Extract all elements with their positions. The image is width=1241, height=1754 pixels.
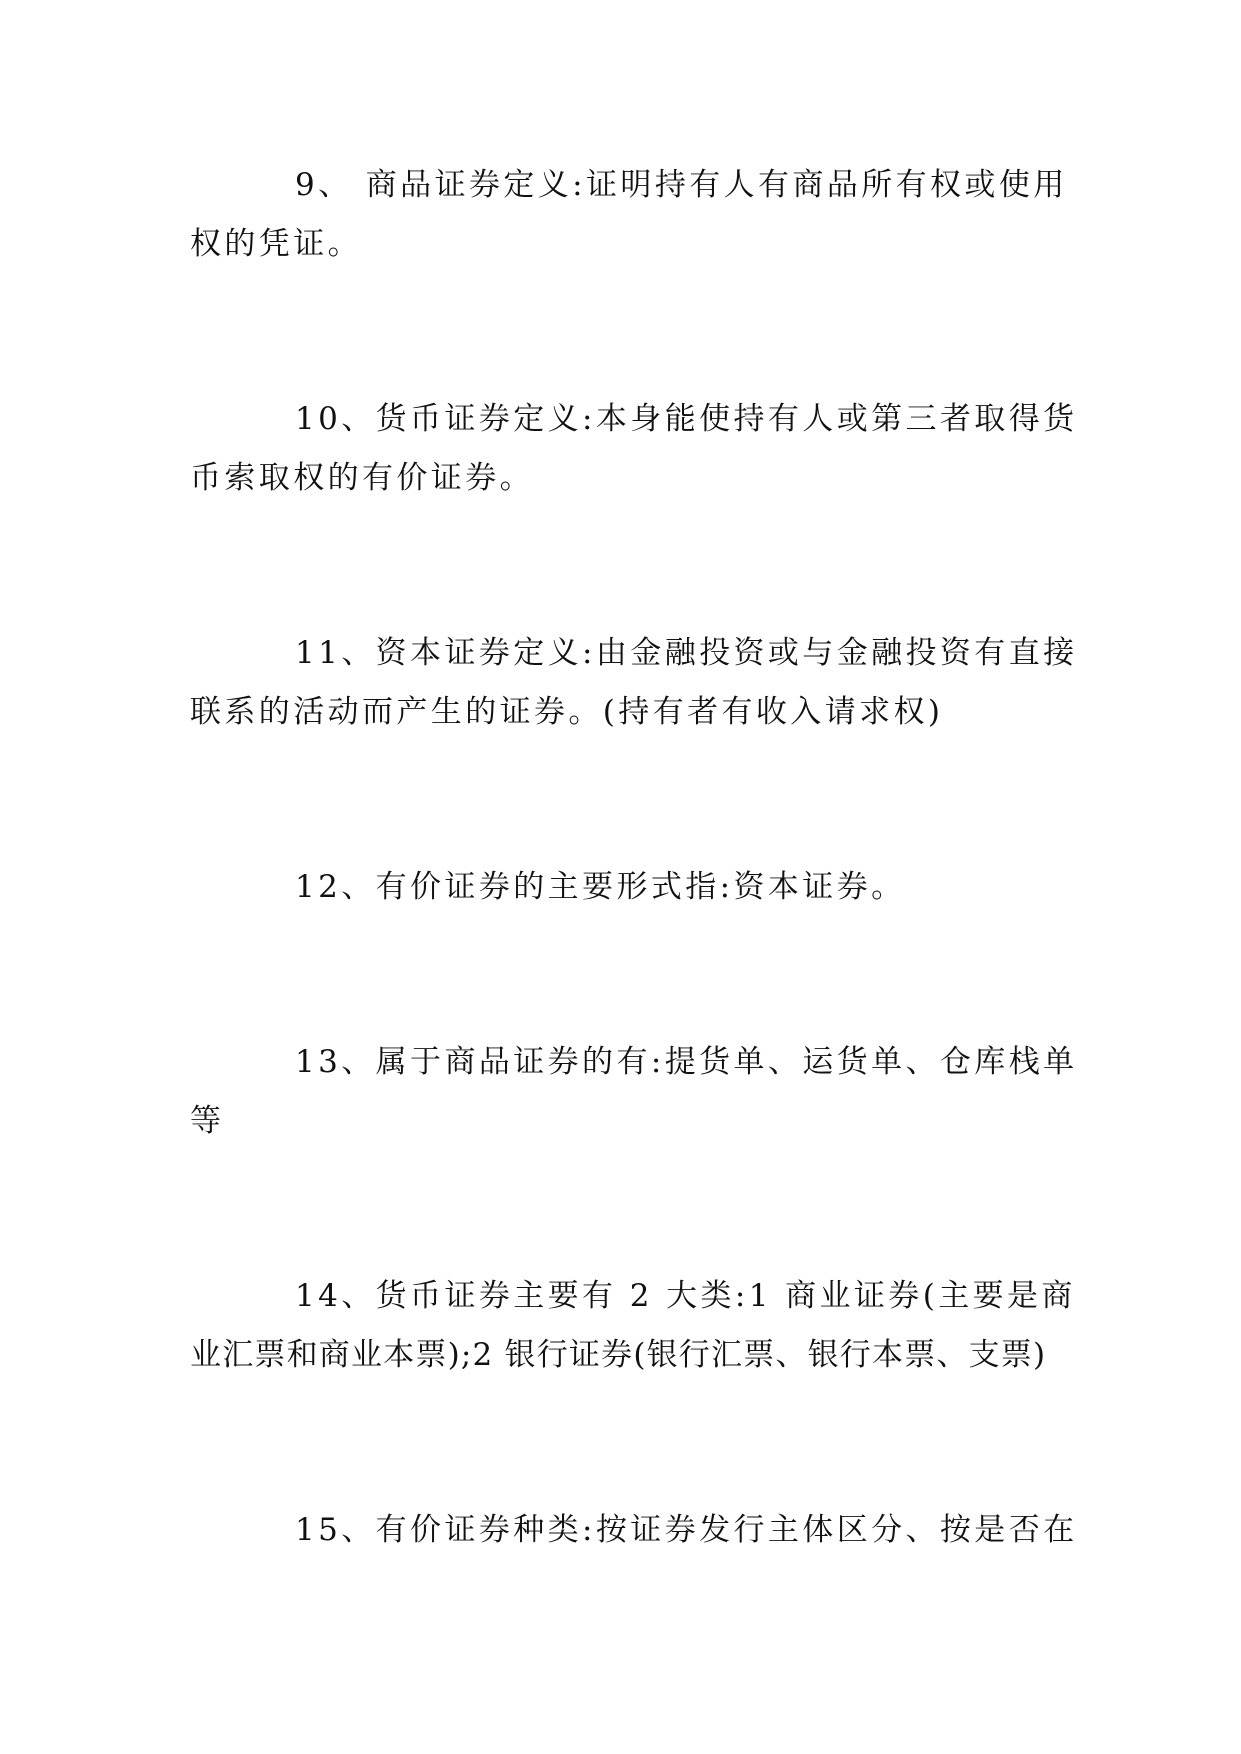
paragraph-11-line-2: 联系的活动而产生的证券。(持有者有收入请求权) — [190, 694, 944, 730]
paragraph-9-line-2: 权的凭证。 — [190, 226, 362, 262]
paragraph-14-line-2: 业汇票和商业本票);2 银行证券(银行汇票、银行本票、支票) — [190, 1337, 1047, 1373]
paragraph-13-line-2: 等 — [190, 1103, 225, 1139]
paragraph-15-line-1: 15、有价证券种类:按证券发行主体区分、按是否在 — [295, 1512, 1078, 1548]
paragraph-14-line-1: 14、货币证券主要有 2 大类:1 商业证券(主要是商 — [295, 1278, 1076, 1314]
paragraph-12-line-1: 12、有价证券的主要形式指:资本证券。 — [295, 869, 906, 905]
paragraph-10-line-1: 10、货币证券定义:本身能使持有人或第三者取得货 — [295, 401, 1078, 437]
paragraph-9-line-1: 9、 商品证券定义:证明持有人有商品所有权或使用 — [295, 167, 1068, 203]
paragraph-11-line-1: 11、资本证券定义:由金融投资或与金融投资有直接 — [295, 635, 1078, 671]
paragraph-10-line-2: 币索取权的有价证券。 — [190, 460, 534, 496]
paragraph-13-line-1: 13、属于商品证券的有:提货单、运货单、仓库栈单 — [295, 1044, 1078, 1080]
